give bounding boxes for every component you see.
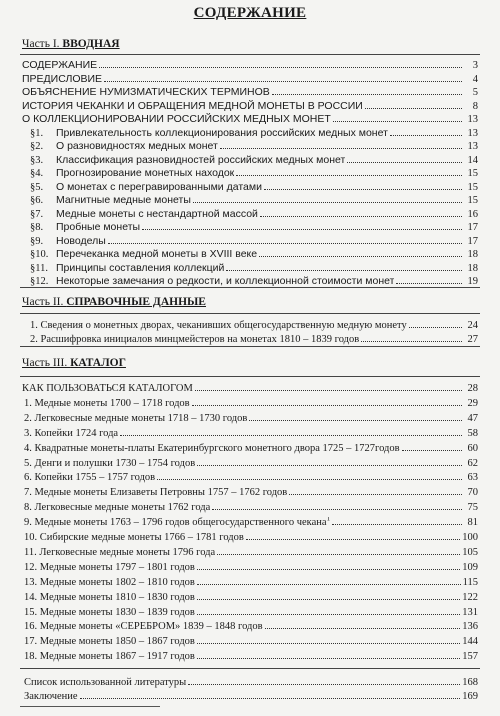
toc-entry xyxy=(20,194,480,207)
leader-dots xyxy=(361,333,462,342)
toc-entry xyxy=(20,620,480,633)
toc-entry-text: Заключение xyxy=(24,691,78,702)
toc-entry-label xyxy=(30,221,140,234)
toc-entry xyxy=(20,167,480,180)
toc-entry-label xyxy=(24,621,263,633)
leader-dots xyxy=(226,262,462,271)
toc-entry-label xyxy=(30,167,234,180)
toc-entry xyxy=(20,427,480,440)
toc-entry-page: 15 xyxy=(467,181,478,193)
toc-entry-text: 16. Медные монеты «СЕРЕБРОМ» 1839 – 1848 годов xyxy=(24,621,263,633)
toc-entry xyxy=(20,635,480,648)
toc-entry-label xyxy=(24,487,287,499)
toc-entry-page: 13 xyxy=(467,114,478,125)
toc-entry-page: 17 xyxy=(467,235,478,247)
toc-entry-page: 131 xyxy=(462,606,478,618)
toc-entry xyxy=(20,516,480,529)
leader-dots xyxy=(246,531,460,540)
toc-entry xyxy=(20,486,480,499)
part-3-name: КАТАЛОГ xyxy=(70,357,126,369)
toc-entry-label xyxy=(24,502,210,514)
toc-entry xyxy=(20,397,480,410)
toc-entry-text: ИСТОРИЯ ЧЕКАНКИ И ОБРАЩЕНИЯ МЕДНОЙ МОНЕТЫ В РОССИИ xyxy=(22,99,363,112)
toc-entry-label xyxy=(24,443,400,455)
toc-entry-page: 24 xyxy=(467,320,478,331)
toc-entry-text: 2. Легковесные медные монеты 1718 – 1730 годов xyxy=(24,412,248,424)
toc-entry-label xyxy=(30,248,257,261)
toc-entry-label xyxy=(24,517,330,529)
part-3-prefix: Часть III. xyxy=(22,357,71,369)
toc-entry-label xyxy=(24,677,186,689)
toc-entry-page: 47 xyxy=(467,412,478,424)
leader-dots xyxy=(347,154,462,163)
toc-entry-text: 15. Медные монеты 1830 – 1839 годов xyxy=(24,606,195,618)
toc-entry-label xyxy=(30,320,407,332)
toc-entry-text: О КОЛЛЕКЦИОНИРОВАНИИ РОССИЙСКИХ МЕДНЫХ МОНЕТ xyxy=(22,113,331,125)
leader-dots xyxy=(333,113,462,122)
toc-entry xyxy=(20,606,480,619)
leader-dots xyxy=(264,181,462,190)
toc-entry xyxy=(20,591,480,604)
leader-dots xyxy=(409,319,462,328)
part-1-name: ВВОДНАЯ xyxy=(62,38,120,50)
leader-dots xyxy=(259,248,462,257)
toc-entry-text: Принципы составления коллекций xyxy=(56,261,225,274)
leader-dots xyxy=(197,591,460,600)
part-1-prefix: Часть I. xyxy=(22,38,63,50)
part-3-entries xyxy=(20,376,480,669)
toc-entry-label xyxy=(22,73,102,85)
toc-entry xyxy=(20,531,480,544)
toc-entry-page: 58 xyxy=(467,427,478,439)
toc-entry-label xyxy=(30,334,359,346)
toc-entry-text: 13. Медные монеты 1802 – 1810 годов xyxy=(24,576,195,588)
leader-dots xyxy=(192,397,462,406)
toc-entry-text: 11. Легковесные медные монеты 1796 года xyxy=(24,546,216,558)
footnote-rule xyxy=(20,706,160,707)
toc-entry xyxy=(20,100,480,113)
toc-entry xyxy=(20,457,480,470)
leader-dots xyxy=(197,650,460,659)
toc-entry-number: §12. xyxy=(30,276,49,287)
toc-entry-label xyxy=(30,275,394,288)
toc-entry xyxy=(20,181,480,194)
toc-entry-page: 168 xyxy=(462,677,478,688)
toc-entry-label xyxy=(24,607,195,619)
toc-entry xyxy=(20,412,480,425)
leader-dots xyxy=(332,516,462,525)
toc-entry-text: Привлекательность коллекционирования российских медных монет xyxy=(56,126,388,139)
toc-entry-label xyxy=(30,140,218,153)
toc-entry-label xyxy=(24,428,118,440)
leader-dots xyxy=(217,546,460,555)
leader-dots xyxy=(272,86,462,95)
toc-entry-page: 15 xyxy=(467,168,478,179)
toc-entry xyxy=(20,221,480,234)
toc-entry-page: 3 xyxy=(472,60,478,71)
toc-entry-page: 105 xyxy=(462,546,478,558)
toc-entry-text: 5. Денги и полушки 1730 – 1754 годов xyxy=(24,457,196,469)
leader-dots xyxy=(197,457,462,466)
toc-entry-page: 144 xyxy=(462,636,478,648)
leader-dots xyxy=(188,676,460,685)
page-title: СОДЕРЖАНИЕ xyxy=(193,5,307,21)
toc-entry-label xyxy=(30,181,262,194)
toc-entry-text: Новоделы xyxy=(56,234,106,247)
toc-entry-text: 12. Медные монеты 1797 – 1801 годов xyxy=(24,561,195,573)
toc-entry xyxy=(20,248,480,261)
toc-entry-page: 122 xyxy=(462,591,478,603)
leader-dots xyxy=(396,275,462,284)
toc-entry-page: 157 xyxy=(462,651,478,663)
toc-entry-number: §3. xyxy=(30,154,44,166)
toc-entry-label xyxy=(30,208,258,221)
toc-entry-label xyxy=(22,100,363,112)
toc-entry-label xyxy=(24,472,155,484)
toc-entry-number: §6. xyxy=(30,195,44,206)
toc-entry-page: 136 xyxy=(462,621,478,633)
leader-dots xyxy=(104,73,462,82)
toc-entry-page: 15 xyxy=(467,195,478,206)
part-1-entries xyxy=(20,54,480,288)
toc-entry xyxy=(20,471,480,484)
toc-entry-label xyxy=(22,113,331,125)
toc-entry-number: §7. xyxy=(30,208,44,220)
toc-entry-text: 6. Копейки 1755 – 1757 годов xyxy=(24,472,156,484)
toc-entry-label xyxy=(24,636,195,648)
toc-entry-text: Список использованной литературы xyxy=(24,677,187,688)
toc-entry-page: 13 xyxy=(467,127,478,139)
leader-dots xyxy=(197,561,460,570)
toc-entry-number: §8. xyxy=(30,222,44,233)
toc-entry xyxy=(20,127,480,140)
toc-entry-text: 18. Медные монеты 1867 – 1917 годов xyxy=(24,651,195,663)
toc-entry-text: Магнитные медные монеты xyxy=(56,194,191,206)
toc-entry-page: 28 xyxy=(467,383,478,394)
toc-entry-text: КАК ПОЛЬЗОВАТЬСЯ КАТАЛОГОМ xyxy=(22,383,193,394)
part-1-heading xyxy=(22,38,120,50)
toc-entry-label xyxy=(30,127,388,140)
toc-entry xyxy=(20,208,480,221)
toc-entry-text: 2. Расшифровка инициалов минцмейстеров на монетах 1810 – 1839 годов xyxy=(30,333,360,345)
leader-dots xyxy=(249,412,462,421)
toc-entry-label xyxy=(22,383,193,395)
toc-entry xyxy=(20,275,480,288)
toc-entry-text: ОБЪЯСНЕНИЕ НУМИЗМАТИЧЕСКИХ ТЕРМИНОВ xyxy=(22,86,270,98)
toc-entry xyxy=(20,382,480,395)
toc-entry-number: §4. xyxy=(30,168,44,179)
leader-dots xyxy=(120,427,462,436)
toc-entry-page: 29 xyxy=(467,397,478,409)
toc-entry-page: 60 xyxy=(467,442,478,454)
toc-entry-label xyxy=(24,592,195,604)
toc-entry-text: Прогнозирование монетных находок xyxy=(56,167,235,179)
toc-entry-label xyxy=(24,651,195,663)
toc-entry-label xyxy=(30,262,224,275)
leader-dots xyxy=(212,501,462,510)
leader-dots xyxy=(220,140,462,149)
toc-entry-label xyxy=(30,194,191,207)
toc-entry xyxy=(20,576,480,589)
toc-entry xyxy=(20,561,480,574)
part-3-heading xyxy=(22,357,126,369)
toc-entry-text: 1. Медные монеты 1700 – 1718 годов xyxy=(24,397,190,409)
toc-entry-page: 14 xyxy=(467,154,478,166)
part-2-name: СПРАВОЧНЫЕ ДАННЫЕ xyxy=(66,296,206,308)
back-matter xyxy=(20,676,480,704)
toc-entry-text: 9. Медные монеты 1763 – 1796 годов общегосударственного чекана xyxy=(24,517,327,529)
toc-entry-page: 75 xyxy=(467,502,478,514)
toc-entry-text: Некоторые замечания о редкости, и коллекционной стоимости монет xyxy=(56,275,395,287)
toc-entry-page: 8 xyxy=(472,100,478,112)
toc-entry-page: 81 xyxy=(467,517,478,529)
toc-entry-label xyxy=(22,86,270,98)
leader-dots xyxy=(265,620,461,629)
toc-entry xyxy=(20,690,480,703)
toc-entry-label xyxy=(24,413,247,425)
toc-entry-label xyxy=(30,154,345,167)
leader-dots xyxy=(236,167,462,176)
leader-dots xyxy=(142,221,462,230)
toc-entry-text: О монетах с перегравированными датами xyxy=(56,180,262,193)
toc-entry-text: СОДЕРЖАНИЕ xyxy=(22,59,98,71)
leader-dots xyxy=(197,576,461,585)
toc-entry-page: 19 xyxy=(467,276,478,287)
toc-entry-text: 4. Квадратные монеты-платы Екатеринбургского монетного двора 1725 – 1727годов xyxy=(24,442,400,454)
toc-entry-page: 13 xyxy=(467,141,478,152)
leader-dots xyxy=(365,100,462,109)
toc-entry-label xyxy=(24,577,195,589)
toc-entry-label xyxy=(24,398,190,410)
toc-entry-text: Перечеканка медной монеты в XVIII веке xyxy=(56,248,258,260)
toc-entry xyxy=(20,73,480,86)
toc-entry-label xyxy=(30,235,106,248)
leader-dots xyxy=(402,442,462,451)
part-2-prefix: Часть II. xyxy=(22,296,67,308)
toc-entry-text: 7. Медные монеты Елизаветы Петровны 1757 – 1762 годов xyxy=(24,487,288,499)
toc-entry-page: 115 xyxy=(462,576,478,588)
toc-entry-page: 62 xyxy=(467,457,478,469)
leader-dots xyxy=(197,635,460,644)
toc-entry xyxy=(20,650,480,663)
leader-dots xyxy=(390,127,462,136)
toc-entry-text: 3. Копейки 1724 года xyxy=(24,427,119,439)
toc-entry xyxy=(20,546,480,559)
toc-entry-page: 5 xyxy=(472,87,478,98)
toc-entry-label xyxy=(24,458,195,470)
leader-dots xyxy=(99,59,462,68)
toc-entry xyxy=(20,262,480,275)
leader-dots xyxy=(195,382,462,391)
toc-entry-page: 16 xyxy=(467,208,478,220)
toc-entry xyxy=(20,235,480,248)
toc-entry-text: 17. Медные монеты 1850 – 1867 годов xyxy=(24,636,195,648)
part-2-entries xyxy=(20,313,480,347)
leader-dots xyxy=(197,606,460,615)
toc-entry-number: §11. xyxy=(30,262,48,274)
toc-entry-text: О разновидностях медных монет xyxy=(56,140,218,152)
toc-entry-text: ПРЕДИСЛОВИЕ xyxy=(22,72,103,85)
toc-entry xyxy=(20,676,480,689)
toc-entry xyxy=(20,59,480,72)
leader-dots xyxy=(260,208,462,217)
toc-entry-label xyxy=(22,59,97,71)
leader-dots xyxy=(80,690,461,699)
toc-entry xyxy=(20,140,480,153)
toc-entry-page: 169 xyxy=(462,691,478,702)
toc-entry-text: Медные монеты с нестандартной массой xyxy=(56,207,258,220)
toc-entry-number: §1. xyxy=(30,127,44,139)
toc-entry-number: §5. xyxy=(30,181,44,193)
toc-entry xyxy=(20,113,480,126)
toc-entry xyxy=(20,333,480,346)
toc-entry-label xyxy=(24,547,215,559)
toc-entry-label xyxy=(24,532,244,544)
toc-entry xyxy=(20,319,480,332)
toc-entry-page: 63 xyxy=(467,472,478,484)
leader-dots xyxy=(193,194,462,203)
toc-entry-label xyxy=(24,562,195,574)
toc-entry-page: 109 xyxy=(462,561,478,573)
toc-entry xyxy=(20,501,480,514)
toc-entry xyxy=(20,86,480,99)
toc-entry-text: Пробные монеты xyxy=(56,221,141,233)
toc-entry-page: 4 xyxy=(472,73,478,85)
toc-entry-number: §9. xyxy=(30,235,44,247)
toc-entry-number: §10. xyxy=(30,249,49,260)
leader-dots xyxy=(157,471,462,480)
toc-entry-page: 70 xyxy=(467,487,478,499)
footnote-marker: 1 xyxy=(326,517,331,523)
toc-entry-number: §2. xyxy=(30,141,44,152)
toc-entry-page: 100 xyxy=(462,532,478,543)
toc-entry-text: 10. Сибирские медные монеты 1766 – 1781 годов xyxy=(24,532,244,543)
leader-dots xyxy=(108,235,462,244)
toc-entry-text: 8. Легковесные медные монеты 1762 года xyxy=(24,502,211,514)
toc-entry-text: 1. Сведения о монетных дворах, чеканивших общегосударственную медную монету xyxy=(30,320,407,331)
toc-entry-page: 27 xyxy=(467,333,478,345)
toc-entry-page: 17 xyxy=(467,222,478,233)
part-2-heading xyxy=(22,296,206,308)
leader-dots xyxy=(289,486,462,495)
toc-entry-page: 18 xyxy=(467,249,478,260)
toc-entry-text: Классификация разновидностей российских медных монет xyxy=(56,153,346,166)
toc-entry xyxy=(20,154,480,167)
toc-entry-page: 18 xyxy=(467,262,478,274)
toc-entry-text: 14. Медные монеты 1810 – 1830 годов xyxy=(24,591,195,603)
toc-entry xyxy=(20,442,480,455)
toc-entry-label xyxy=(24,691,78,703)
